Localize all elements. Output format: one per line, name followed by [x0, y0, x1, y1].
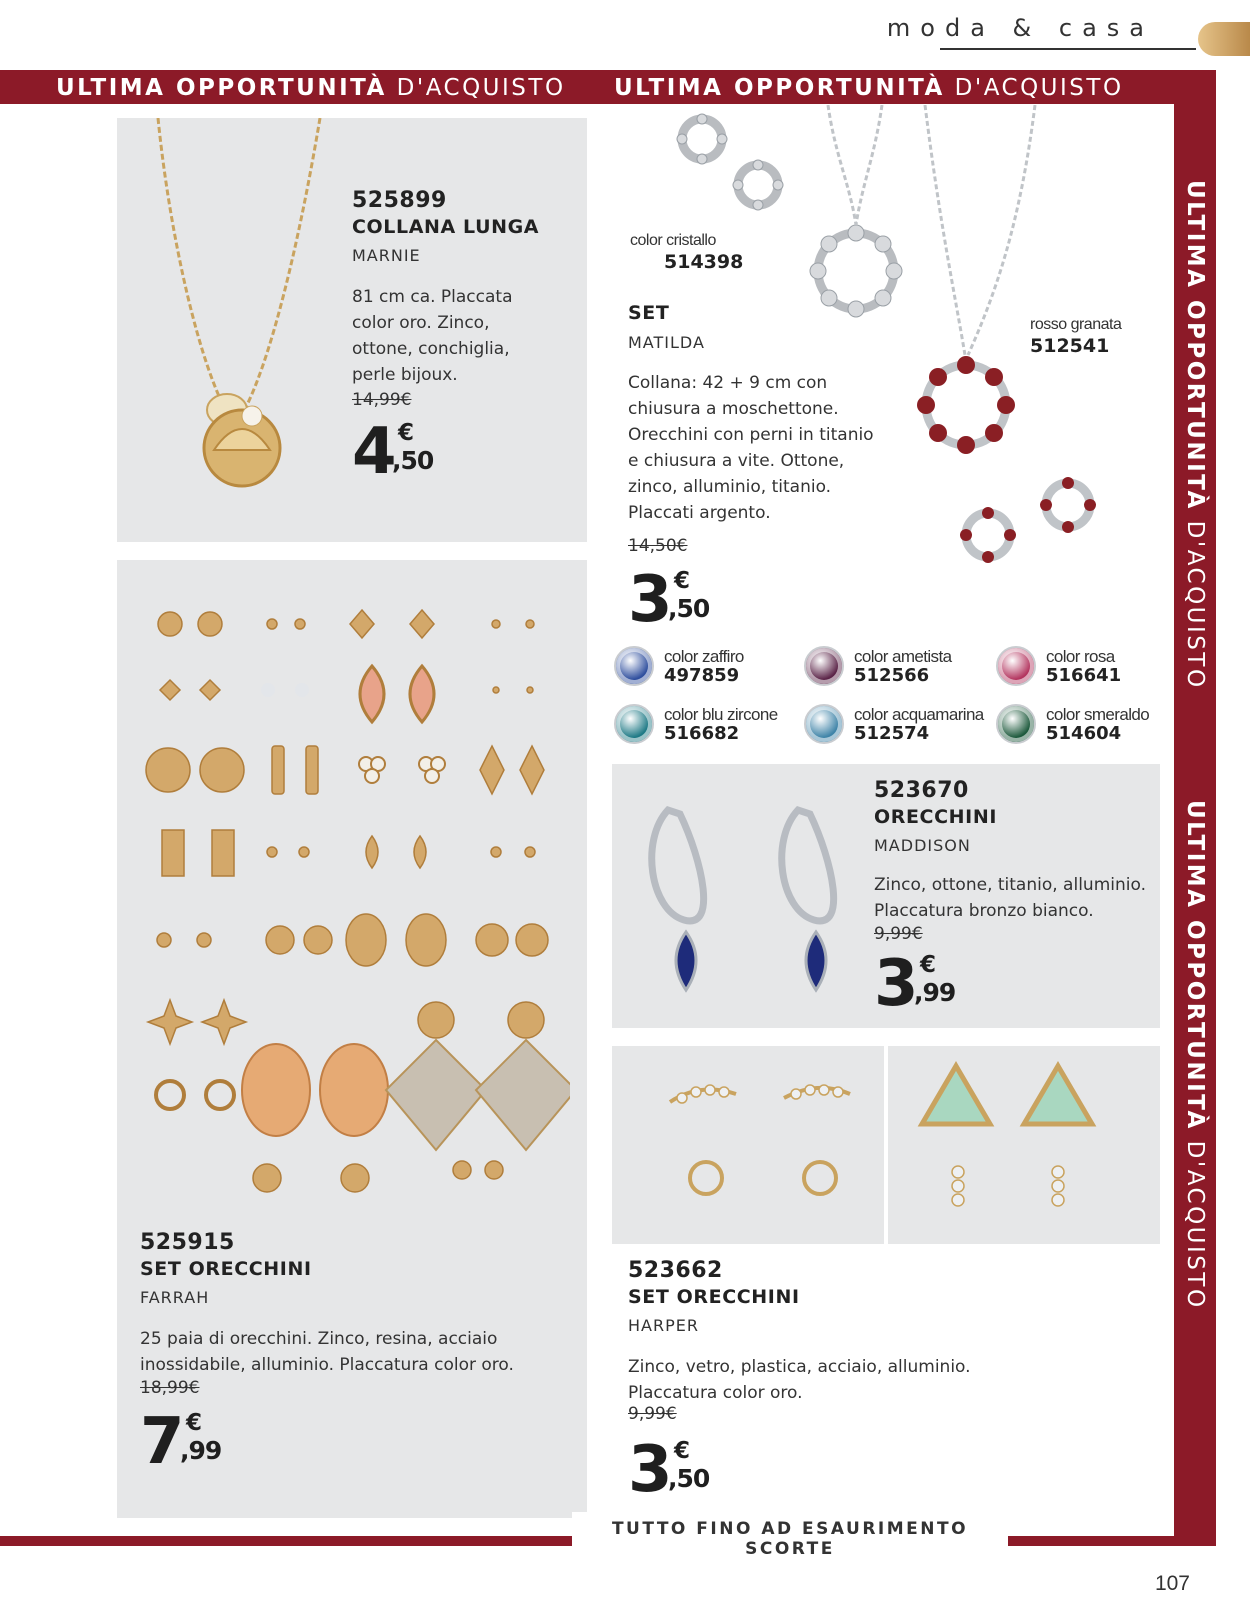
- product-brand: MADDISON: [874, 836, 971, 855]
- product-code: 523670: [874, 778, 969, 803]
- product-name: COLLANA LUNGA: [352, 216, 540, 238]
- swatch-circle: [804, 646, 844, 686]
- old-price: 9,99€: [874, 924, 923, 944]
- swatch-circle: [614, 646, 654, 686]
- product-description: Zinco, vetro, plastica, acciaio, alluminio. Placcatura color oro.: [628, 1357, 971, 1403]
- vertical-banner-1: ULTIMA OPPORTUNITÀ D'ACQUISTO: [1182, 180, 1208, 690]
- price: 3 € ,50: [628, 1433, 710, 1507]
- variant-label-granata: rosso granata: [1030, 316, 1122, 333]
- footer-note: TUTTO FINO AD ESAURIMENTO SCORTE: [611, 1519, 969, 1559]
- necklace-image: [130, 118, 330, 518]
- price: 3 € ,99: [874, 947, 956, 1021]
- section-rule: [940, 48, 1196, 50]
- harper-earrings-image: [612, 1046, 1160, 1244]
- old-price: 9,99€: [628, 1404, 677, 1424]
- product-code: 525915: [140, 1230, 235, 1255]
- section-tab-marker: [1198, 22, 1250, 56]
- product-description: Zinco, ottone, titanio, alluminio. Placcatura bronzo bianco.: [874, 875, 1146, 921]
- vertical-banner-2: ULTIMA OPPORTUNITÀ D'ACQUISTO: [1182, 800, 1208, 1310]
- old-price: 18,99€: [140, 1378, 200, 1398]
- product-name: SET ORECCHINI: [628, 1286, 800, 1308]
- banner-text-1: ULTIMA OPPORTUNITÀ D'ACQUISTO: [56, 75, 566, 101]
- old-price: 14,99€: [352, 390, 412, 410]
- swatch-circle: [804, 704, 844, 744]
- banner-text-2: ULTIMA OPPORTUNITÀ D'ACQUISTO: [614, 75, 1124, 101]
- price: 3 € ,50: [628, 563, 710, 637]
- variant-code-cristallo: 514398: [664, 251, 744, 273]
- variant-label-cristallo: color cristallo: [630, 232, 716, 249]
- price: 4 € ,50: [352, 415, 434, 489]
- product-brand: HARPER: [628, 1316, 699, 1335]
- page-number: 107: [1154, 1572, 1190, 1595]
- swatch-circle: [614, 704, 654, 744]
- product-brand: FARRAH: [140, 1288, 210, 1307]
- product-code: 525899: [352, 188, 447, 213]
- swatch-circle: [996, 704, 1036, 744]
- product-code: 523662: [628, 1258, 723, 1283]
- swatch-circle: [996, 646, 1036, 686]
- product-description: 81 cm ca. Placcata color oro. Zinco, ottone, conchiglia, perle bijoux.: [352, 287, 513, 385]
- price: 7 € ,99: [140, 1405, 222, 1479]
- product-name: SET: [628, 302, 670, 324]
- product-brand: MARNIE: [352, 246, 421, 265]
- earrings-grid-image: [140, 590, 570, 1230]
- old-price: 14,50€: [628, 536, 688, 556]
- product-name: ORECCHINI: [874, 806, 997, 828]
- product-description: Collana: 42 + 9 cm con chiusura a moschettone. Orecchini con perni in titanio e chiusura a vite. Ottone, zinco, alluminio, titanio. Placcati argento.: [628, 373, 874, 523]
- variant-code-granata: 512541: [1030, 335, 1110, 357]
- product-description: 25 paia di orecchini. Zinco, resina, acciaio inossidabile, alluminio. Placcatura color oro.: [140, 1329, 514, 1375]
- product-name: SET ORECCHINI: [140, 1258, 312, 1280]
- product-brand: MATILDA: [628, 333, 705, 352]
- maddison-earrings-image: [640, 800, 860, 1010]
- section-label: moda & casa: [886, 14, 1154, 42]
